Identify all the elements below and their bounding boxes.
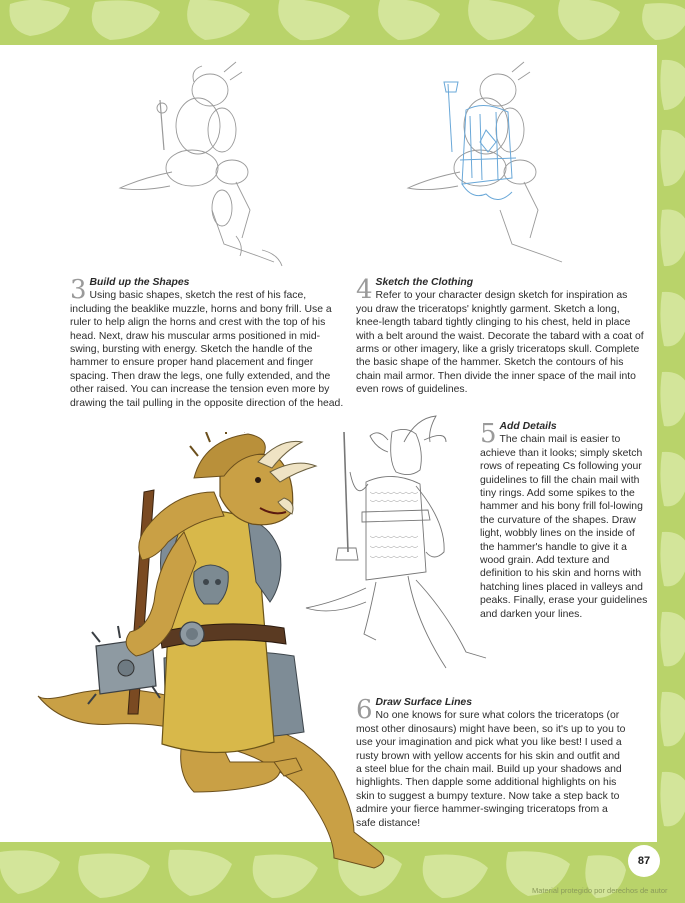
step-5-block: [480, 420, 650, 621]
page-number-badge: [628, 845, 660, 877]
step-3-sketch-illustration: [112, 60, 292, 275]
step-4-block: [356, 276, 644, 397]
step-3-body: Using basic shapes, sketch the rest of his face, including the beaklike muzzle, horns and bony frill. Use a ruler to help align the horns and crest with the top of his head. Next, draw his muscular arms positioned in mid-swing, bursting with energy. Sketch the handle of the hammer to ensure proper hand placement and finger spacing. Then draw the legs, one fully extended, and the other raised. You can increase the tension even more by drawing the tail pulling in the opposite direction of the head.: [70, 290, 344, 409]
step-4-sketch-illustration: [400, 60, 580, 275]
step-5-heading: Add Details: [499, 421, 557, 432]
step-6-number: 6: [356, 695, 373, 725]
step-3-block: [70, 276, 345, 410]
step-6-heading: Draw Surface Lines: [375, 697, 472, 708]
page-number: 87: [637, 855, 651, 867]
step-5-body: The chain mail is easier to achieve than it looks; simply sketch rows of repeating Cs following your guidelines to fill the chain mail with tiny rings. Add some spikes to the hammer and his bony frill fol-lowing the curvature of the shapes. Draw light, wobbly lines on the inside of the hammer's handle to give it a wood grain. Add texture and definition to his skin and horns with hatching lines placed in valleys and peaks. Finally, erase your guidelines and darken your lines.: [480, 434, 648, 620]
step-6-colored-illustration: [34, 432, 404, 892]
copyright-watermark: Material protegido por derechos de autor: [532, 886, 668, 895]
step-6-block: [356, 696, 626, 830]
step-4-body: Refer to your character design sketch for inspiration as you draw the triceratops' knightly garment. Sketch a long, knee-length tabard tightly clinging to his chest, held in place with a belt around the waist. Decorate the tabard with a coat of arms or other imagery, like a grisly triceratops skull. Complete the basic shape of the hammer. Sketch the contours of his chain mail armor. Then divide the inner space of the mail into even rows of guidelines.: [356, 290, 644, 396]
step-3-number: 3: [70, 275, 87, 305]
step-3-heading: Build up the Shapes: [89, 277, 190, 288]
step-4-heading: Sketch the Clothing: [375, 277, 474, 288]
step-6-body: No one knows for sure what colors the triceratops (or most other dinosaurs) might have been, so it's up to you to use your imagination and pick what you like best! I used a rusty brown with yellow accents for his skin and outfit and a steel blue for the chain mail. Build up your shadows and highlights. Then dapple some additional highlights on his skin to suggest a bumpy texture. Now take a step back to admire your fierce hammer-swinging triceratops from a safe distance!: [356, 710, 626, 829]
step-5-number: 5: [480, 419, 497, 449]
step-4-number: 4: [356, 275, 373, 305]
